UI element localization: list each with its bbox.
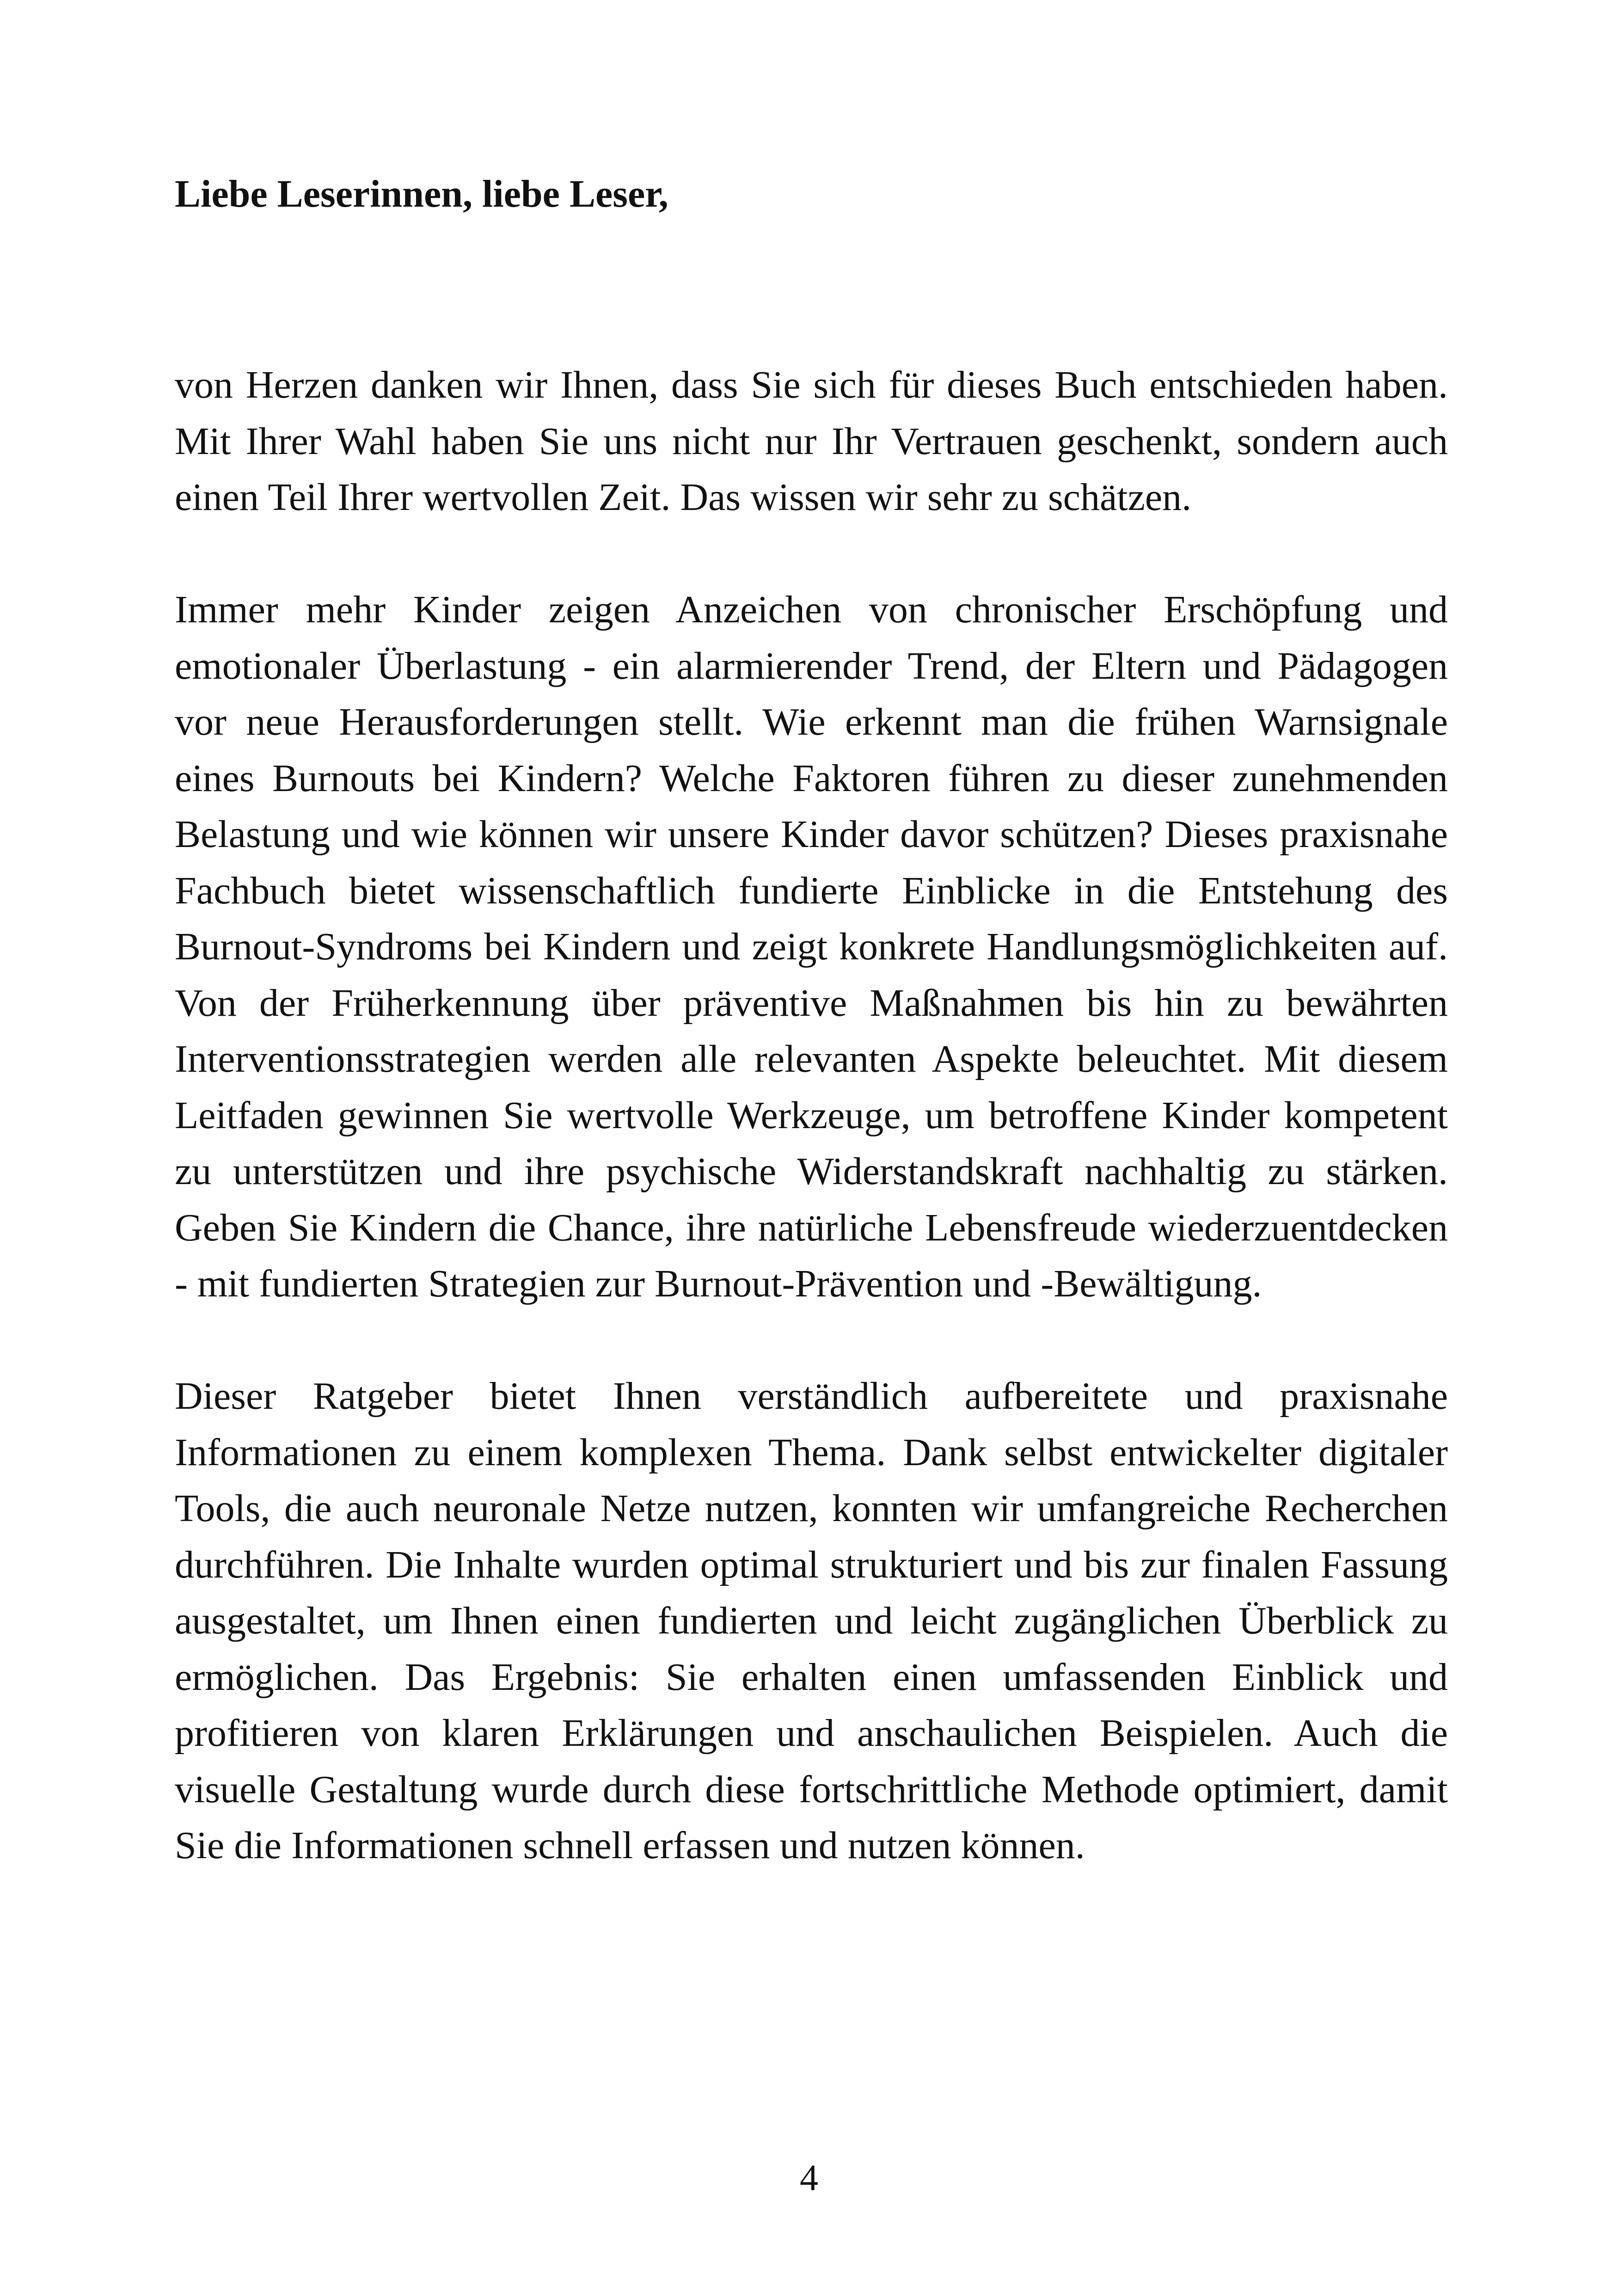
page-number: 4 [800,2158,818,2198]
paragraph-thanks: von Herzen danken wir Ihnen, dass Sie sich für dieses Buch entschieden haben. Mit Ihrer Wahl haben Sie uns nicht nur Ihr Vertrauen geschenkt, sondern auch einen Teil Ihrer wertvollen Zeit. Das wissen wir sehr zu schätzen. [175,363,1448,519]
paragraph-methodology: Dieser Ratgeber bietet Ihnen verständlich aufbereitete und praxisnahe Informationen zu einem komplexen Thema. Dank selbst entwickelter digitaler Tools, die auch neuronale Netze nutzen, konnten wir umfangreiche Recherchen durchführen. Die Inhalte wurden optimal strukturiert und bis zur finalen Fassung ausgestaltet, um Ihnen einen fundierten und leicht zugänglichen Überblick zu ermöglichen. Das Ergebnis: Sie erhalten einen umfassenden Einblick und profitieren von klaren Erklärungen und anschaulichen Beispielen. Auch die visuelle Gestaltung wurde durch diese fortschrittliche Methode optimiert, damit Sie die Informationen schnell erfassen und nutzen können. [175,1375,1448,1867]
page-content [175,166,1448,1930]
greeting-heading: Liebe Leserinnen, liebe Leser, [175,172,668,215]
paragraph-book-description: Immer mehr Kinder zeigen Anzeichen von chronischer Erschöpfung und emotionaler Überlastung - ein alarmierender Trend, der Eltern und Pädagogen vor neue Herausforderungen stellt. Wie erkennt man die frühen Warnsignale eines Burnouts bei Kindern? Welche Faktoren führen zu dieser zunehmenden Belastung und wie können wir unsere Kinder davor schützen? Dieses praxisnahe Fachbuch bietet wissenschaftlich fundierte Einblicke in die Entstehung des Burnout-Syndroms bei Kindern und zeigt konkrete Handlungsmöglichkeiten auf. Von der Früherkennung über präventive Maßnahmen bis hin zu bewährten Interventionsstrategien werden alle relevanten Aspekte beleuchtet. Mit diesem Leitfaden gewinnen Sie wertvolle Werkzeuge, um betroffene Kinder kompetent zu unterstützen und ihre psychische Widerstandskraft nachhaltig zu stärken. Geben Sie Kindern die Chance, ihre natürliche Lebensfreude wiederzuentdecken - mit fundierten Strategien zur Burnout-Prävention und -Bewältigung. [175,588,1448,1305]
